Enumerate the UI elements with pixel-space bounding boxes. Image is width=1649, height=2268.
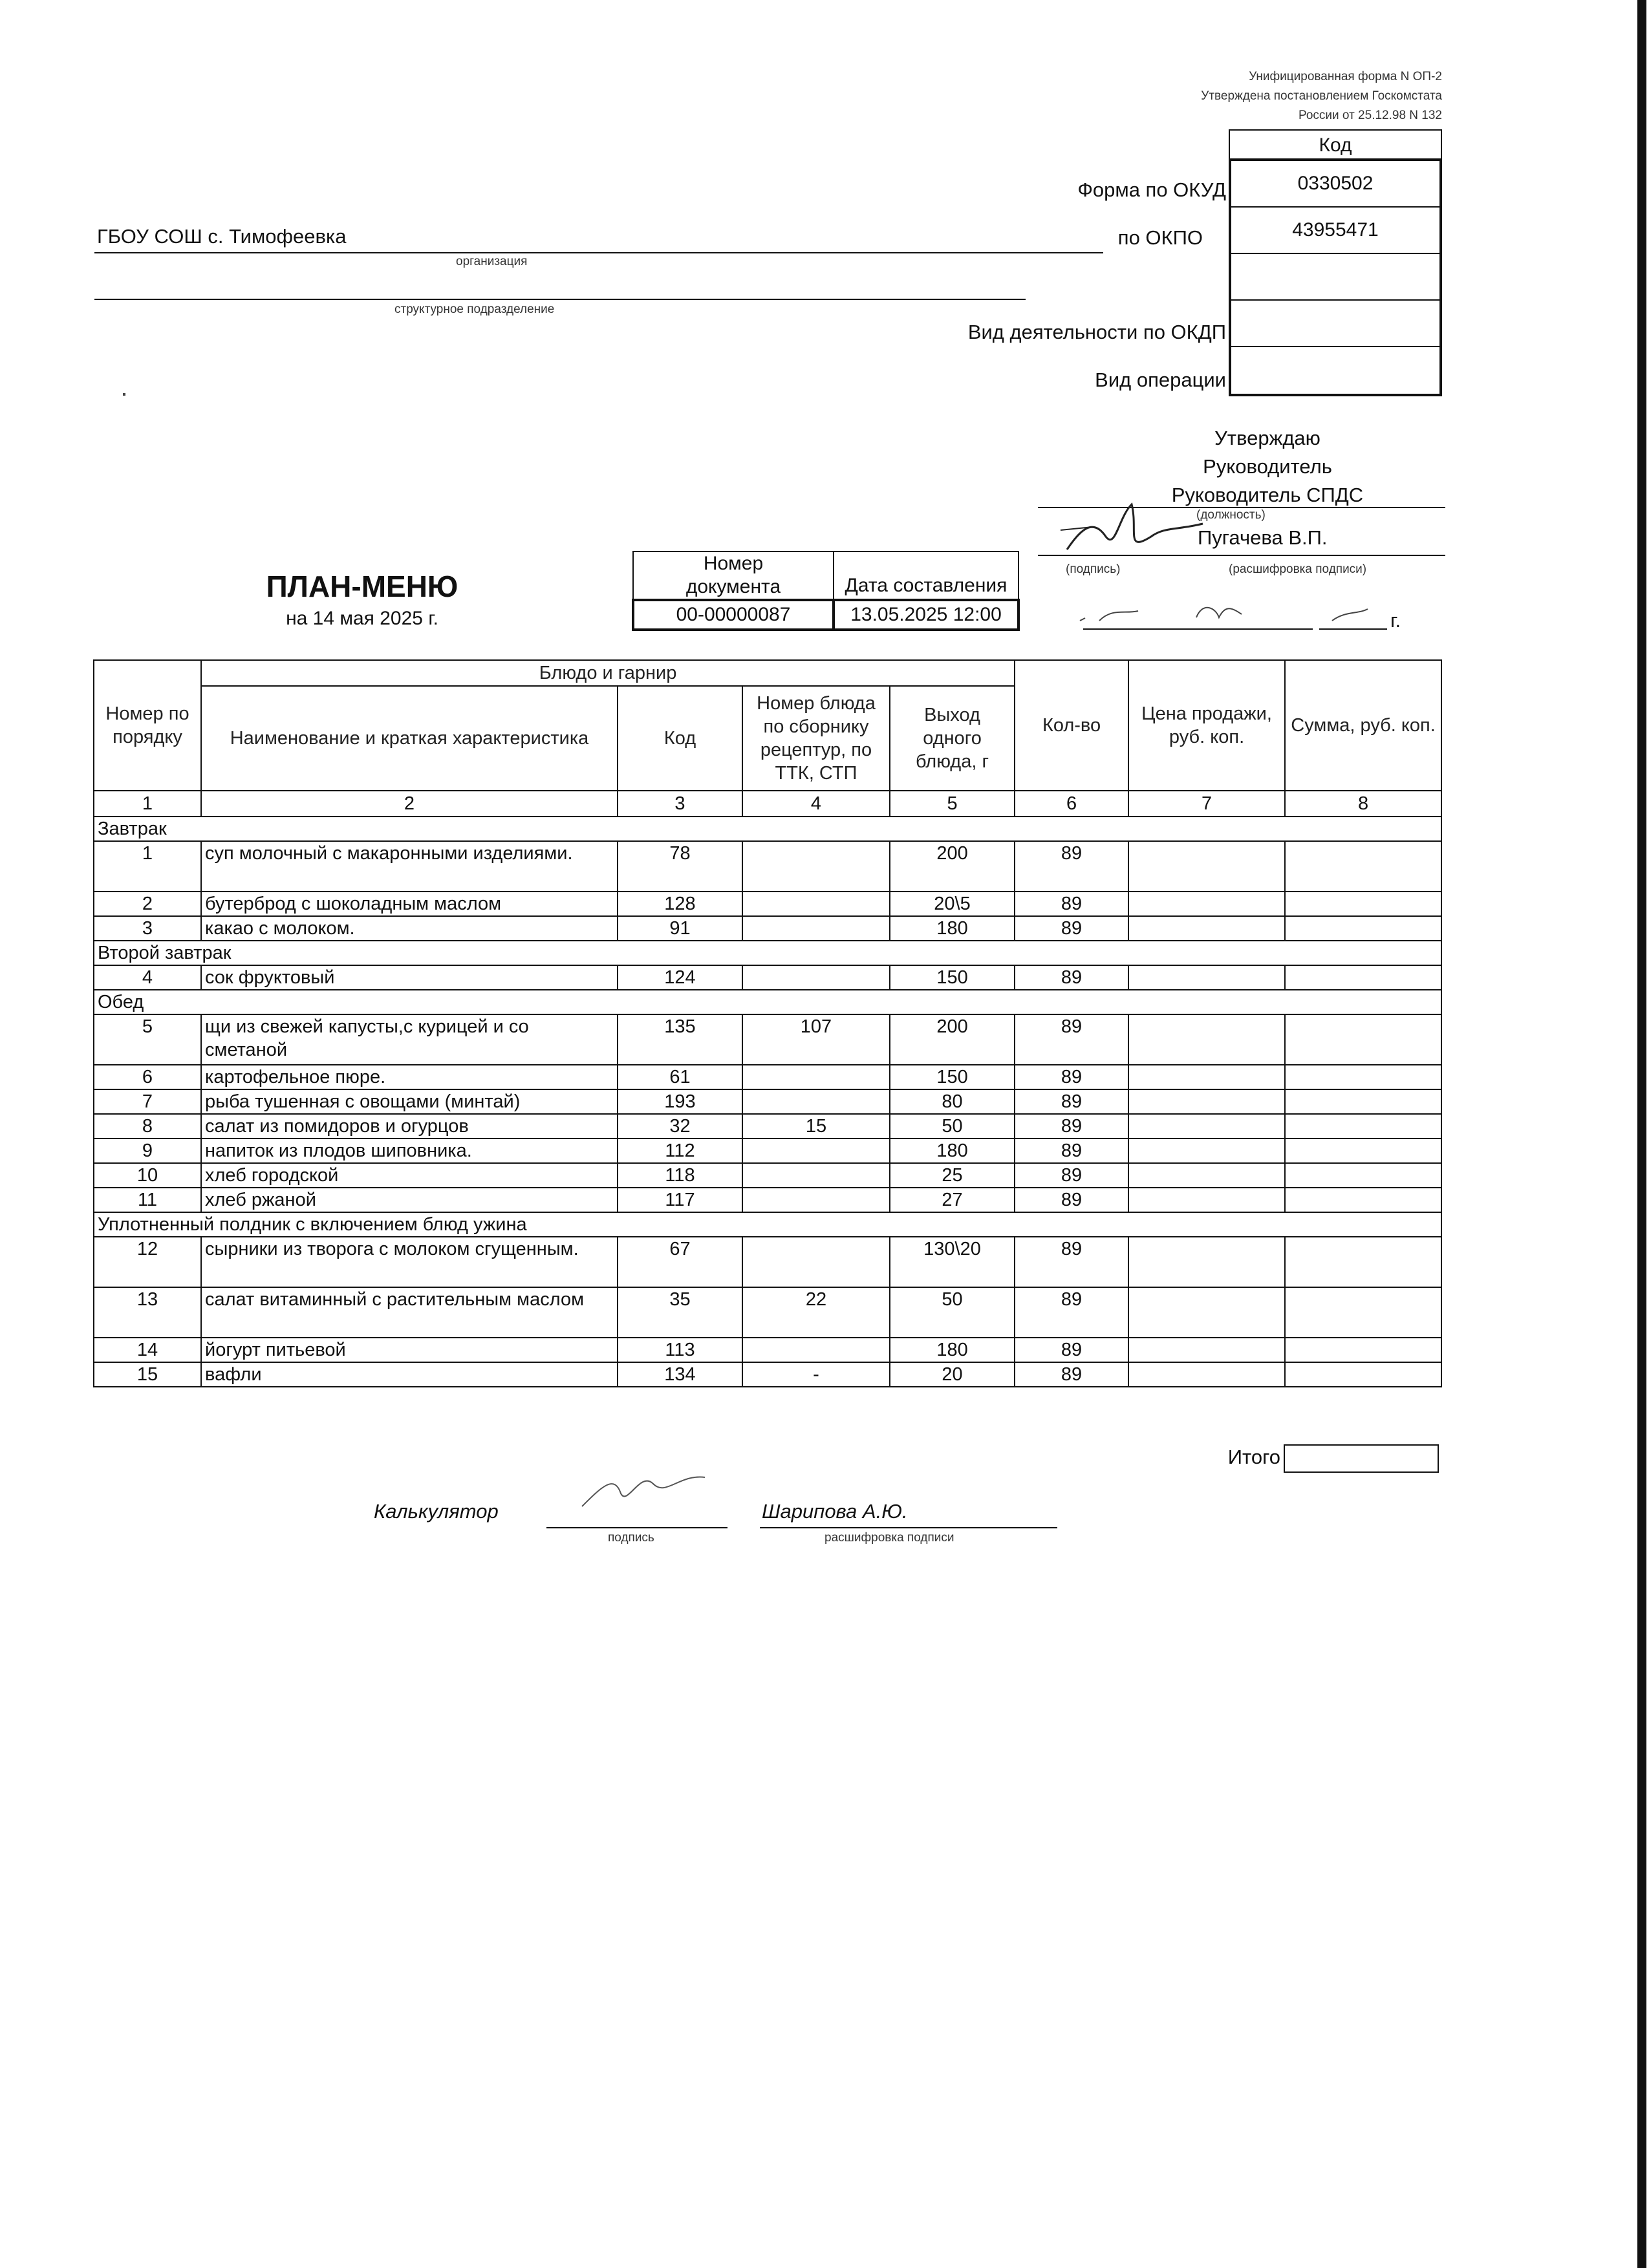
dish-price [1128,1237,1285,1287]
dish-yield: 80 [890,1089,1015,1114]
column-number-cell: 8 [1285,791,1441,817]
dish-name: салат витаминный с растительным маслом [201,1287,618,1338]
dish-sum [1285,1089,1441,1114]
organization-name: ГБОУ СОШ с. Тимофеевка [97,225,347,248]
approval-date-suffix: г. [1390,609,1401,632]
col-code-header: Код [618,686,742,791]
table-row [94,1362,1441,1387]
col-price-header: Цена продажи, руб. коп. [1128,660,1285,791]
table-row [94,1114,1441,1139]
dish-quantity: 89 [1015,1114,1128,1139]
dish-price [1128,1362,1285,1387]
table-row [94,841,1441,892]
table-row [94,1287,1441,1338]
recipe-number [742,1163,890,1188]
form-note-line3: России от 25.12.98 N 132 [1299,109,1442,122]
dish-yield: 180 [890,1139,1015,1163]
okud-label: Форма по ОКУД [1077,178,1226,201]
dish-code: 78 [618,841,742,892]
scan-speck [123,393,125,396]
table-row [94,916,1441,941]
approver-signature-icon [1054,491,1222,562]
section-row [94,817,1441,841]
dish-yield: 50 [890,1287,1015,1338]
okud-value: 0330502 [1231,161,1439,208]
recipe-number [742,1338,890,1362]
calculator-signature-caption: подпись [608,1531,654,1545]
dish-price [1128,1139,1285,1163]
dish-yield: 20 [890,1362,1015,1387]
section-row [94,990,1441,1014]
approver-signature-caption: (подпись) [1066,562,1121,576]
dish-price [1128,892,1285,916]
row-number: 4 [94,965,201,990]
organization-underline [94,252,1103,253]
doc-date-value: 13.05.2025 12:00 [834,600,1018,630]
dish-name: салат из помидоров и огурцов [201,1114,618,1139]
col-yield-header: Выход одного блюда, г [890,686,1015,791]
dish-yield: 200 [890,841,1015,892]
dish-name: сок фруктовый [201,965,618,990]
column-number-cell: 6 [1015,791,1128,817]
document-number-box [632,551,1020,631]
calculator-name: Шарипова А.Ю. [762,1500,908,1523]
col-name-header: Наименование и краткая характеристика [201,686,618,791]
dish-quantity: 89 [1015,1237,1128,1287]
dish-code: 61 [618,1065,742,1089]
dish-sum [1285,1237,1441,1287]
dish-quantity: 89 [1015,892,1128,916]
dish-yield: 130\20 [890,1237,1015,1287]
approver-name: Пугачева В.П. [1198,526,1328,549]
dish-code: 193 [618,1089,742,1114]
operation-label: Вид операции [1095,369,1226,391]
position-caption: (должность) [1196,508,1266,522]
dish-sum [1285,1139,1441,1163]
okdp-label: Вид деятельности по ОКДП [967,321,1226,343]
section-title: Второй завтрак [94,941,1441,965]
dish-sum [1285,965,1441,990]
section-title: Обед [94,990,1441,1014]
dish-quantity: 89 [1015,1362,1128,1387]
menu-table [93,659,1442,1387]
row-number: 12 [94,1237,201,1287]
dish-price [1128,841,1285,892]
dish-quantity: 89 [1015,1188,1128,1212]
dish-price [1128,1287,1285,1338]
dish-quantity: 89 [1015,965,1128,990]
dish-name: йогурт питьевой [201,1338,618,1362]
dish-price [1128,1338,1285,1362]
dish-quantity: 89 [1015,1338,1128,1362]
approval-position: Руководитель СПДС [1171,484,1364,506]
total-value [1284,1444,1439,1473]
dish-quantity: 89 [1015,1163,1128,1188]
section-title: Завтрак [94,817,1441,841]
dish-price [1128,1163,1285,1188]
dish-name: напиток из плодов шиповника. [201,1139,618,1163]
calculator-label: Калькулятор [374,1500,499,1523]
dish-yield: 180 [890,1338,1015,1362]
okpo-label: по ОКПО [1117,226,1203,249]
table-row [94,1139,1441,1163]
row-number: 1 [94,841,201,892]
dish-name: вафли [201,1362,618,1387]
dish-sum [1285,916,1441,941]
section-title: Уплотненный полдник с включением блюд ужина [94,1212,1441,1237]
group-header: Блюдо и гарнир [201,660,1015,686]
empty-code-cell [1231,254,1439,301]
dish-name: какао с молоком. [201,916,618,941]
row-number: 7 [94,1089,201,1114]
dish-yield: 150 [890,1065,1015,1089]
table-row [94,1163,1441,1188]
table-row [94,1065,1441,1089]
dish-name: суп молочный с макаронными изделиями. [201,841,618,892]
section-row [94,941,1441,965]
dish-quantity: 89 [1015,1287,1128,1338]
dish-sum [1285,1163,1441,1188]
doc-date-label: Дата составления [834,551,1018,600]
dish-quantity: 89 [1015,841,1128,892]
dish-yield: 200 [890,1014,1015,1065]
recipe-number [742,1139,890,1163]
approval-title: Утверждаю [1214,427,1320,449]
col-num-header: Номер по порядку [94,660,201,791]
row-number: 10 [94,1163,201,1188]
document-title: ПЛАН-МЕНЮ [266,570,458,603]
okpo-value: 43955471 [1231,208,1439,254]
dish-code: 128 [618,892,742,916]
column-number-cell: 1 [94,791,201,817]
dish-name: бутерброд с шоколадным маслом [201,892,618,916]
row-number: 9 [94,1139,201,1163]
dish-price [1128,916,1285,941]
row-number: 13 [94,1287,201,1338]
recipe-number [742,1065,890,1089]
code-header: Код [1229,129,1442,160]
dish-code: 124 [618,965,742,990]
row-number: 15 [94,1362,201,1387]
table-row [94,1188,1441,1212]
dish-name: рыба тушенная с овощами (минтай) [201,1089,618,1114]
dish-price [1128,1014,1285,1065]
dish-name: сырники из творога с молоком сгущенным. [201,1237,618,1287]
recipe-number [742,1237,890,1287]
recipe-number: - [742,1362,890,1387]
organization-caption: организация [456,255,528,268]
col-sum-header: Сумма, руб. коп. [1285,660,1441,791]
dish-code: 113 [618,1338,742,1362]
form-note-line2: Утверждена постановлением Госкомстата [1201,89,1442,103]
row-number: 11 [94,1188,201,1212]
form-note-line1: Унифицированная форма N ОП-2 [1249,70,1442,83]
calculator-signature-icon [569,1461,724,1513]
document-date: на 14 мая 2025 г. [286,608,438,629]
column-number-cell: 7 [1128,791,1285,817]
recipe-number [742,892,890,916]
row-number: 6 [94,1065,201,1089]
dish-price [1128,1114,1285,1139]
recipe-number [742,1089,890,1114]
okdp-value [1231,301,1439,347]
recipe-number: 15 [742,1114,890,1139]
dish-quantity: 89 [1015,1139,1128,1163]
dish-name: щи из свежей капусты,с курицей и со сметаной [201,1014,618,1065]
section-row [94,1212,1441,1237]
calculator-name-caption: расшифровка подписи [824,1531,954,1545]
dish-price [1128,1188,1285,1212]
dish-code: 118 [618,1163,742,1188]
dish-price [1128,1089,1285,1114]
dish-yield: 20\5 [890,892,1015,916]
dish-sum [1285,1338,1441,1362]
dish-code: 91 [618,916,742,941]
dish-yield: 27 [890,1188,1015,1212]
dish-sum [1285,1287,1441,1338]
column-number-cell: 5 [890,791,1015,817]
code-box [1229,158,1442,396]
recipe-number: 22 [742,1287,890,1338]
column-numbers-row [94,791,1441,817]
table-row [94,892,1441,916]
recipe-number [742,1188,890,1212]
calculator-signature-line [546,1527,727,1528]
row-number: 8 [94,1114,201,1139]
table-row [94,1014,1441,1065]
dish-code: 67 [618,1237,742,1287]
dish-code: 35 [618,1287,742,1338]
dish-sum [1285,841,1441,892]
row-number: 5 [94,1014,201,1065]
table-row [94,1237,1441,1287]
scan-edge-bar [1637,0,1646,2268]
dish-sum [1285,1014,1441,1065]
operation-value [1231,347,1439,394]
recipe-number [742,916,890,941]
column-number-cell: 3 [618,791,742,817]
recipe-number [742,965,890,990]
doc-number-label-bottom: документа [685,576,781,597]
dish-price [1128,1065,1285,1089]
division-caption: структурное подразделение [394,303,555,316]
division-underline [94,299,1026,300]
table-row [94,1338,1441,1362]
dish-code: 135 [618,1014,742,1065]
dish-sum [1285,1114,1441,1139]
column-number-cell: 4 [742,791,890,817]
dish-name: хлеб ржаной [201,1188,618,1212]
doc-number-label-top: Номер [703,553,764,574]
dish-sum [1285,892,1441,916]
calculator-name-line [760,1527,1057,1528]
total-label: Итого [1227,1446,1280,1468]
table-row [94,1089,1441,1114]
table-row [94,965,1441,990]
row-number: 2 [94,892,201,916]
recipe-number: 107 [742,1014,890,1065]
recipe-number [742,841,890,892]
dish-sum [1285,1362,1441,1387]
dish-name: картофельное пюре. [201,1065,618,1089]
dish-sum [1285,1065,1441,1089]
dish-code: 32 [618,1114,742,1139]
dish-yield: 150 [890,965,1015,990]
dish-name: хлеб городской [201,1163,618,1188]
approval-date-handwriting-icon [1073,595,1397,634]
dish-code: 117 [618,1188,742,1212]
dish-price [1128,965,1285,990]
dish-yield: 50 [890,1114,1015,1139]
approver-name-caption: (расшифровка подписи) [1229,562,1367,576]
dish-yield: 180 [890,916,1015,941]
dish-quantity: 89 [1015,1014,1128,1065]
row-number: 3 [94,916,201,941]
doc-number-value: 00-00000087 [633,600,834,630]
dish-quantity: 89 [1015,916,1128,941]
dish-quantity: 89 [1015,1065,1128,1089]
col-qty-header: Кол-во [1015,660,1128,791]
approval-role: Руководитель [1203,455,1332,478]
dish-code: 112 [618,1139,742,1163]
dish-sum [1285,1188,1441,1212]
dish-quantity: 89 [1015,1089,1128,1114]
dish-yield: 25 [890,1163,1015,1188]
row-number: 14 [94,1338,201,1362]
col-recipe-header: Номер блюда по сборнику рецептур, по ТТК, СТП [742,686,890,791]
column-number-cell: 2 [201,791,618,817]
dish-code: 134 [618,1362,742,1387]
